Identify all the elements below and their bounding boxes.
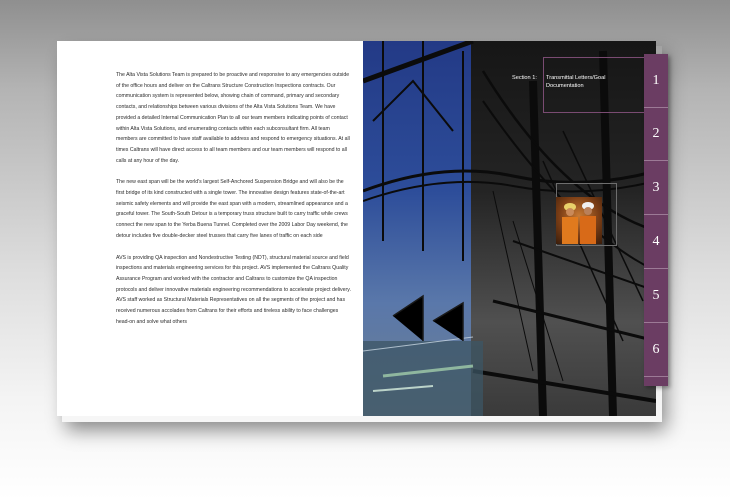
left-page (57, 41, 363, 416)
tab-2[interactable]: 2 (644, 107, 668, 161)
paragraph-2: The new east span will be the world's largest Self-Anchored Suspension Bridge and will also be the first bridge of its kind constructed with a single tower. The innovative design features state-of-the-art seismic safety elements and will provide the east span with a modern, streamlined appearance and a graceful tower. The South-South Detour is a temporary truss structure built to carry traffic while crews connect the new span to the Yerba Buena Tunnel. Completed over the 2009 Labor Day weekend, the detour includes five double-decker steel trusses that carry five lanes of traffic on each side (116, 179, 348, 239)
section-title: Transmittal Letters/Goal Documentation (546, 75, 606, 89)
tab-3[interactable]: 3 (644, 161, 668, 215)
tab-1[interactable]: 1 (644, 54, 668, 108)
workers-inset-photo (556, 197, 602, 244)
workers-illustration (556, 197, 602, 244)
cranes (393, 296, 463, 341)
tab-5[interactable]: 5 (644, 269, 668, 323)
paragraph-1: The Alta Vista Solutions Team is prepared to be proactive and responsive to any emergencies outside of the office hours and deliver on the Caltrans Structure Construction Inspections contracts. Our communication system is represented below, showing chain of command, primary and secondary contacts, and relationships between various divisions of the Alta Vista Solutions Team. We have provided a detailed Internal Communication Plan to all our team members indicating points of contact within Alta Vista Solutions, and enumerating contacts within each subconsultant firm. All team members are committed to have staff available to address and respond to emergency situations. At all times Caltrans will have direct access to all team members and our team members will respond to all calls at any hour of the day. (116, 72, 350, 164)
paragraph-3: AVS is providing QA inspection and Nondestructive Testing (NDT), structural material source and field inspections and materials engineering services for this project. AVS implemented the Caltrans Quality Assurance Program and worked with the contractor and Caltrans to customize the QA inspection protocols and deliver innovative materials engineering recommendations to accelerate project delivery. AVS staff worked as Structural Materials Representatives on all the segments of the project and has received numerous accolades from Caltrans for their efforts and tireless ability to face challenges head-on and solve what others (116, 254, 351, 325)
water-and-lights (363, 337, 483, 416)
tab-6[interactable]: 6 (644, 323, 668, 377)
tab-4[interactable]: 4 (644, 215, 668, 269)
body-text (116, 70, 352, 338)
section-number: Section 1: (512, 75, 537, 81)
